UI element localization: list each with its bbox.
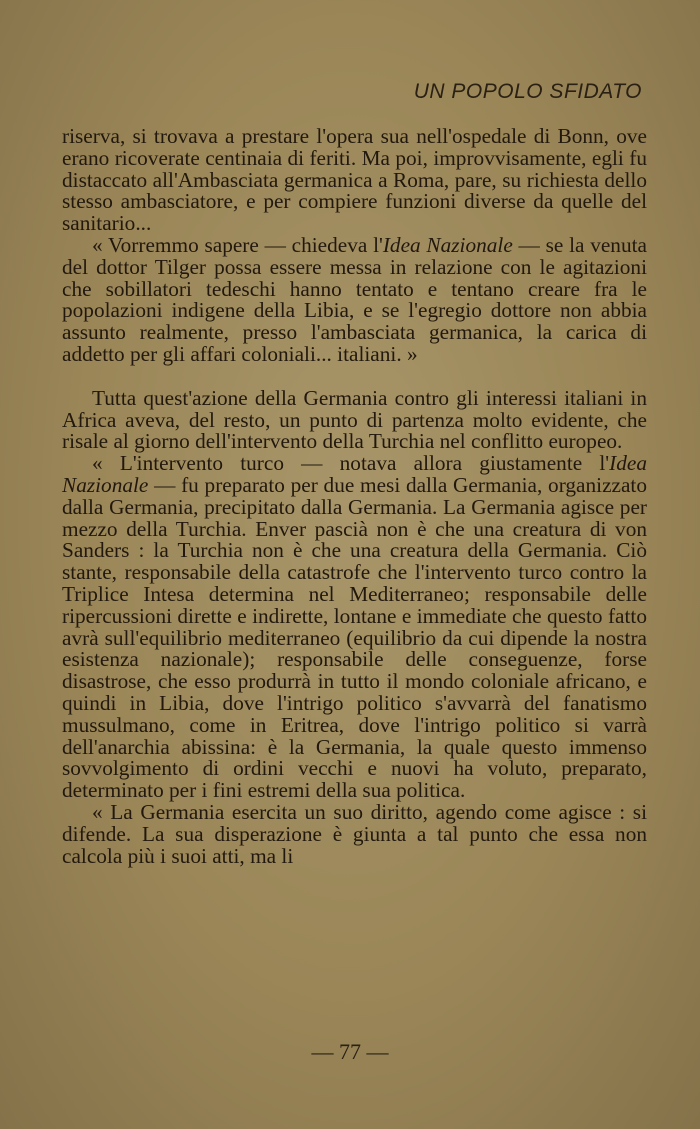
quote-text-start: « L'intervento turco — notava allora giustamente l' <box>92 451 610 476</box>
newspaper-title: Idea Nazionale <box>382 232 513 257</box>
paragraph-germany-action: Tutta quest'azione della Germania contro gli interessi italiani in Africa aveva, del resto, un punto di partenza molto evidente, che risale al giorno dell'intervento della Turchia nel conflitto europeo. <box>62 385 647 454</box>
newspaper-title: Idea Nazionale <box>62 451 647 497</box>
paragraph-continued: riserva, si trovava a prestare l'opera sua nell'ospedale di Bonn, ove erano ricoverate centinaia di feriti. Ma poi, improvvisamente, egli fu distaccato all'Ambasciata germanica a Roma, pare, su richiesta dello stesso ambasciatore, e per compiere funzioni diverse da quelle del sanitario... <box>62 124 647 236</box>
running-head-title: UN POPOLO SFIDATO <box>413 80 642 103</box>
quote-text-rest: — se la venuta del dottor Tilger possa essere messa in relazione con le agitazioni che sobillatori tedeschi hanno tentato e tentano creare fra le popolazioni indigene della Libia, e se l'egregio dottore non abbia assunto realmente, presso l'ambasciata germanica, la carica di addetto per gli affari coloniali... italiani. » <box>62 232 647 366</box>
quote-text-rest: — fu preparato per due mesi dalla Germania, organizzato dalla Germania, precipitato dalla Germania. La Germania agisce per mezzo della Turchia. Enver pascià non è che una creatura di von Sanders : la Turchia non è che una creatura della Germania. Ciò stante, responsabile della catastrofe che l'intervento turco contro la Triplice Intesa determina nel Mediterraneo; responsabile delle ripercussioni dirette e indirette, lontane e immediate che questo fatto avrà sull'equilibrio mediterraneo (equilibrio da cui dipende la nostra esistenza nazionale); responsabile delle conseguenze, forse disastrose, che esso produrrà in tutto il mondo coloniale africano, e quindi in Libia, dove l'intrigo politico s'avvarrà del fanatismo mussulmano, come in Eritrea, dove l'intrigo politico si varrà dell'anarchia abissina: è la Germania, la quale questo immenso sovvolgimento di ordini vecchi e nuovi ha voluto, preparato, determinato per i fini estremi della sua politica. <box>62 472 647 803</box>
paragraph-quote-turkish-intervention <box>62 453 647 802</box>
body-text <box>62 126 647 867</box>
page-number: — 77 — <box>311 1039 389 1064</box>
paragraph-quote-germany-right: « La Germania esercita un suo diritto, agendo come agisce : si difende. La sua disperazione è giunta a tal punto che essa non calcola più i suoi atti, ma li <box>62 799 647 868</box>
quote-text-start: « Vorremmo sapere — chiedeva l' <box>92 232 383 257</box>
paragraph-quote-idea-nazionale <box>62 232 647 366</box>
